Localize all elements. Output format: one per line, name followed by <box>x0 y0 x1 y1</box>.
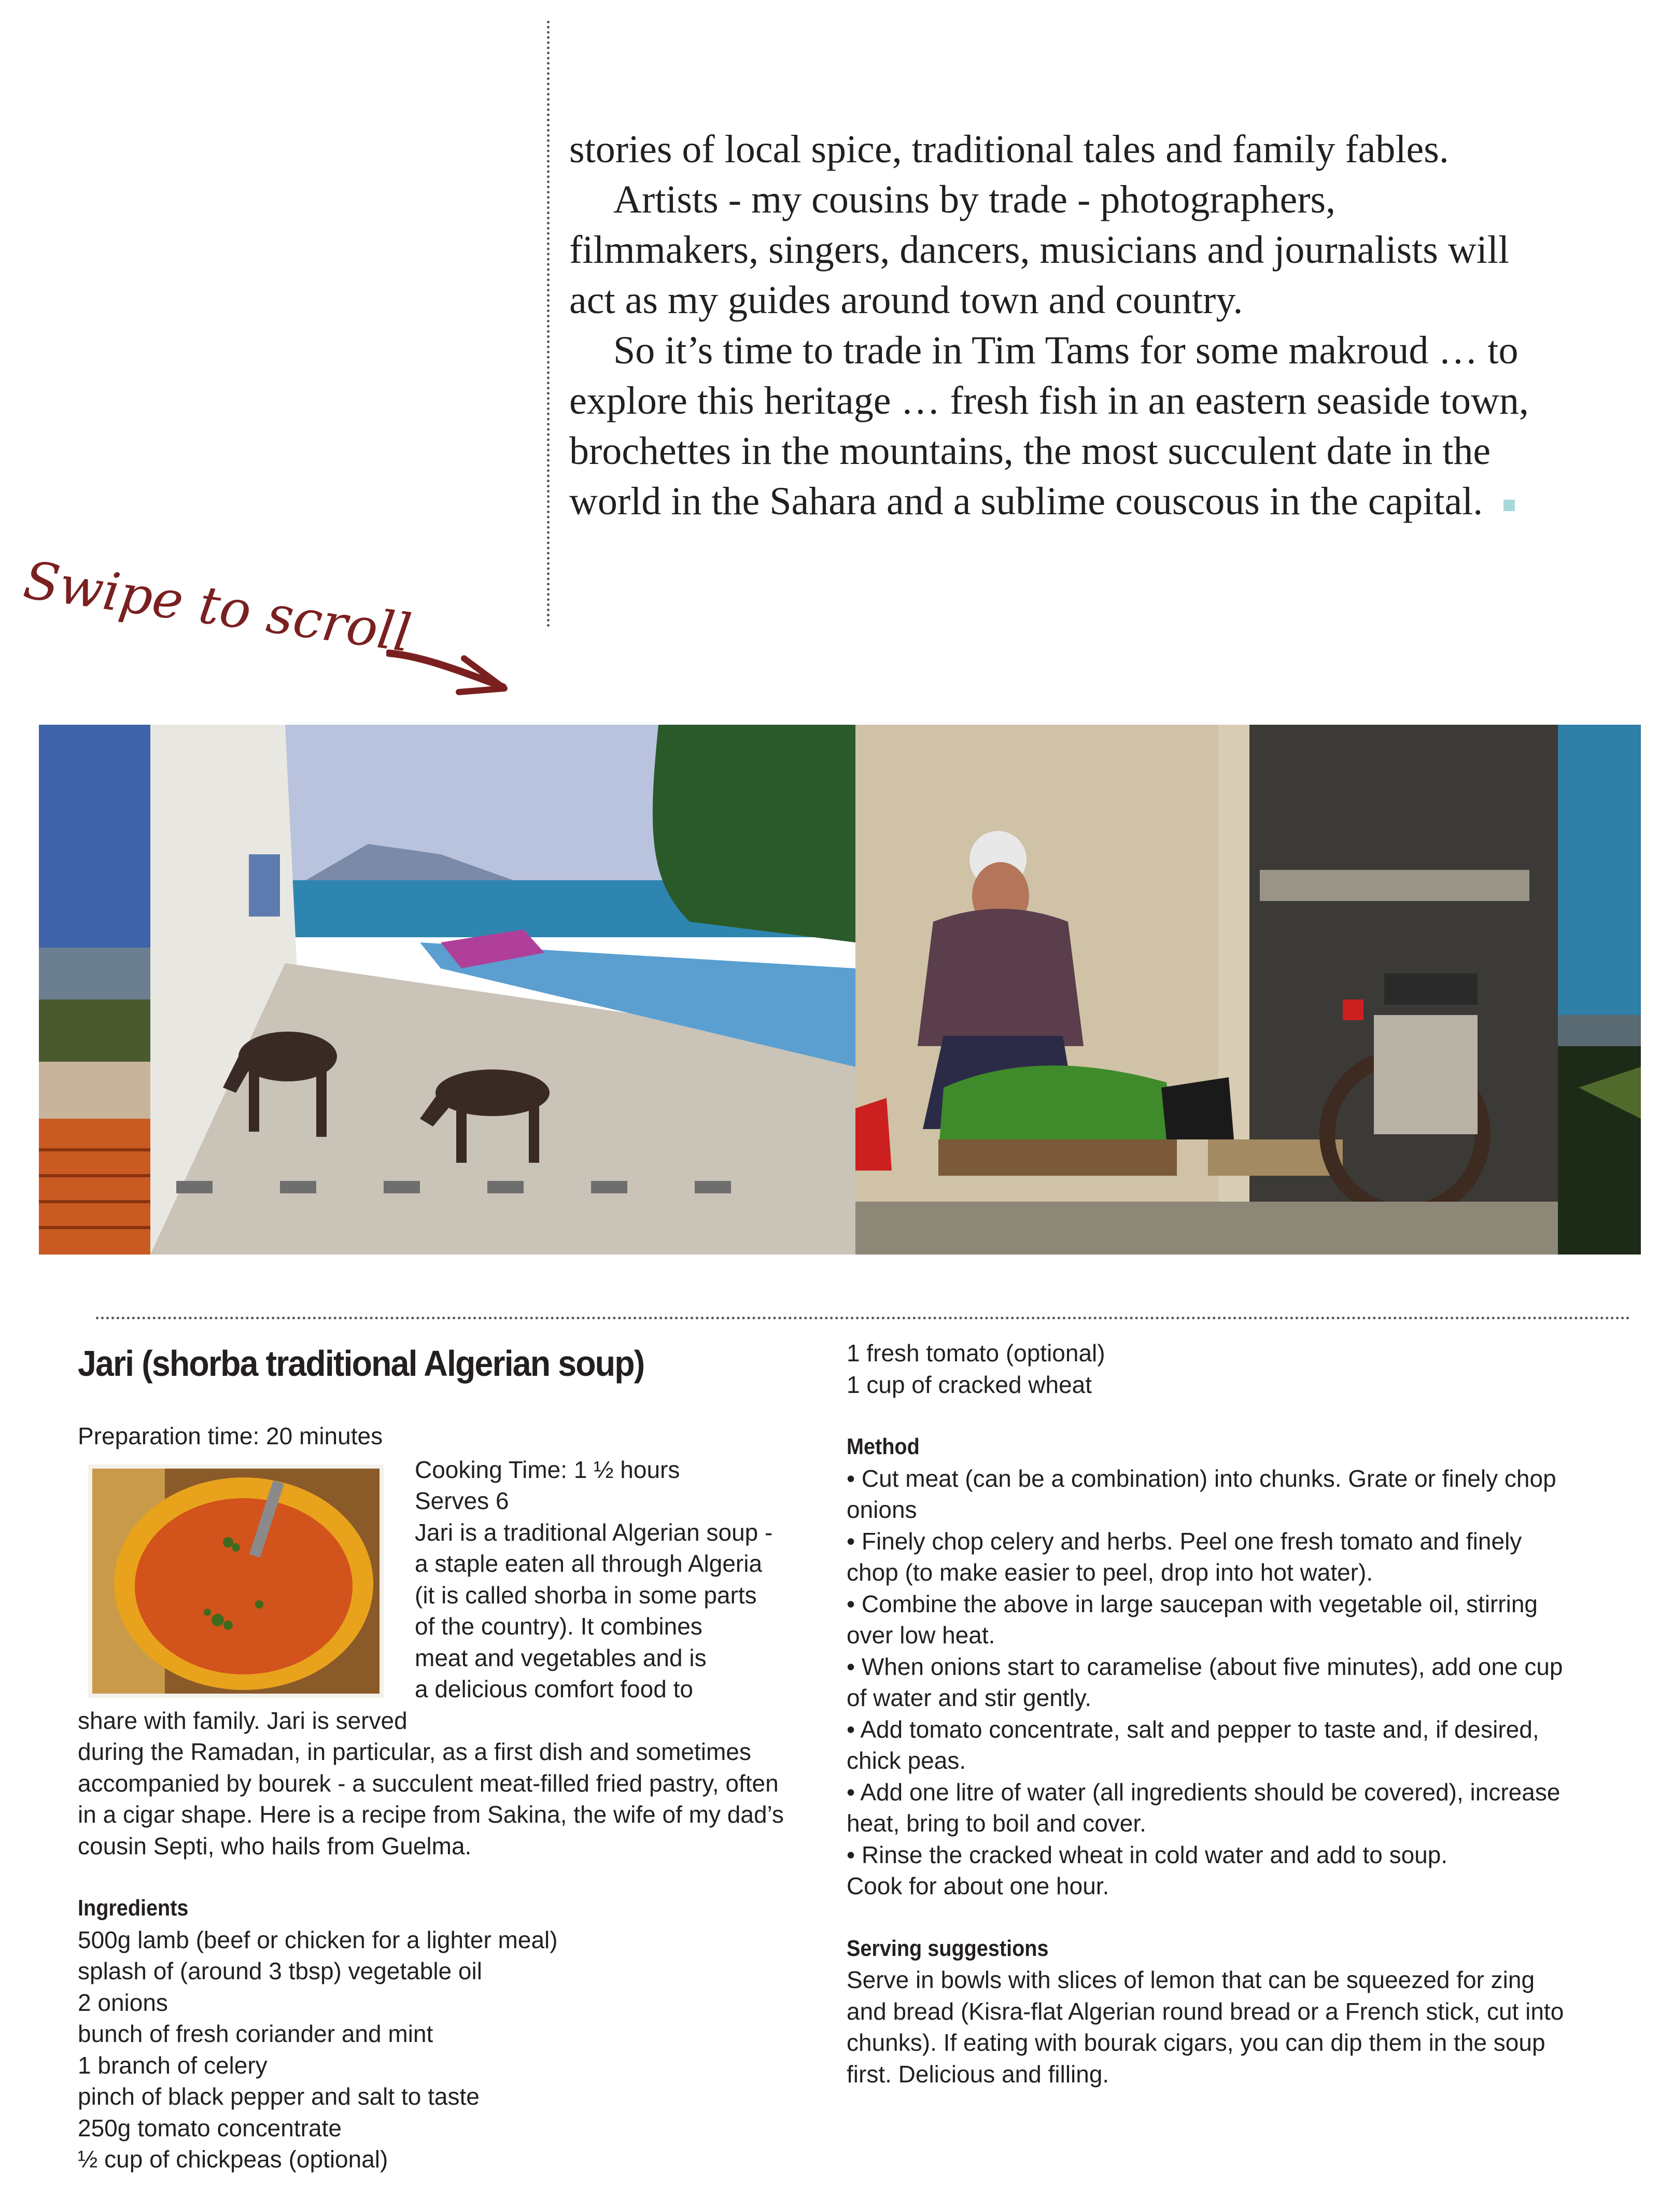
method-line: • Add tomato concentrate, salt and pepper to taste and, if desired, <box>847 1715 1539 1743</box>
essay-line: Artists - my cousins by trade - photographers, <box>613 178 1336 221</box>
method-line: heat, bring to boil and cover. <box>847 1810 1146 1837</box>
intro-line: meat and vegetables and is <box>415 1644 707 1671</box>
intro-line: in a cigar shape. Here is a recipe from Sakina, the wife of my dad’s <box>78 1801 784 1828</box>
essay-line: filmmakers, singers, dancers, musicians and journalists will <box>569 228 1510 272</box>
method-line: Cook for about one hour. <box>847 1872 1109 1899</box>
intro-line: of the country). It combines <box>415 1613 702 1640</box>
method-line: of water and stir gently. <box>847 1684 1092 1711</box>
horizontal-dotted-divider <box>96 1317 1630 1319</box>
photo-carousel[interactable] <box>39 725 1641 1255</box>
essay-line: explore this heritage … fresh fish in an eastern seaside town, <box>569 379 1529 422</box>
ingredient-item: pinch of black pepper and salt to taste <box>78 2083 480 2110</box>
intro-line: a delicious comfort food to <box>415 1675 693 1702</box>
photo-town-rooftops <box>39 725 150 1255</box>
serving-line: and bread (Kisra-flat Algerian round bread or a French stick, cut into <box>847 1997 1564 2025</box>
ingredients-list <box>78 1924 814 2175</box>
prep-time: Preparation time: 20 minutes <box>78 1422 383 1449</box>
ingredient-item: 2 onions <box>78 1989 168 2016</box>
intro-line: Cooking Time: 1 ½ hours <box>415 1456 680 1483</box>
ingredient-item: bunch of fresh coriander and mint <box>78 2020 433 2047</box>
essay-last-line <box>569 476 1606 527</box>
method-line: over low heat. <box>847 1622 995 1649</box>
serving-line: chunks). If eating with bourak cigars, you can dip them in the soup <box>847 2029 1545 2056</box>
photo-palm-edge <box>1558 725 1641 1255</box>
method-line: • Finely chop celery and herbs. Peel one fresh tomato and finely <box>847 1527 1522 1555</box>
arrow-right-icon <box>386 638 511 700</box>
method-line: onions <box>847 1496 917 1523</box>
essay-line: So it’s time to trade in Tim Tams for some makroud … to <box>613 329 1519 372</box>
photo-herb-seller <box>855 725 1558 1255</box>
intro-line: during the Ramadan, in particular, as a first dish and sometimes <box>78 1738 751 1765</box>
essay-text <box>569 124 1606 527</box>
serving-suggestions <box>847 1964 1593 2090</box>
recipe-intro <box>78 1454 814 1862</box>
intro-line: share with family. Jari is served <box>78 1707 407 1734</box>
method-line: chick peas. <box>847 1747 966 1774</box>
ingredient-item: 250g tomato concentrate <box>78 2114 342 2141</box>
essay-line: brochettes in the mountains, the most succulent date in the <box>569 429 1491 473</box>
essay-line: act as my guides around town and country. <box>569 278 1243 322</box>
ingredient-item: 1 cup of cracked wheat <box>847 1371 1092 1398</box>
ingredient-item: splash of (around 3 tbsp) vegetable oil <box>78 1957 482 1984</box>
essay-line: world in the Sahara and a sublime couscous in the capital. <box>569 480 1483 523</box>
serving-line: first. Delicious and filling. <box>847 2060 1109 2088</box>
intro-line: cousin Septi, who hails from Guelma. <box>78 1832 472 1859</box>
intro-line: Serves 6 <box>415 1487 509 1514</box>
method-line: • Rinse the cracked wheat in cold water and add to soup. <box>847 1841 1448 1868</box>
ingredients-heading: Ingredients <box>78 1895 189 1921</box>
recipe-column-right <box>847 1337 1593 2090</box>
essay-line: stories of local spice, traditional tales and family fables. <box>569 128 1449 171</box>
intro-line: Jari is a traditional Algerian soup - <box>415 1518 773 1546</box>
photo-street-donkeys <box>150 725 855 1255</box>
recipe-column-left <box>78 1343 814 2175</box>
ingredient-item: ½ cup of chickpeas (optional) <box>78 2146 388 2173</box>
ingredient-item: 500g lamb (beef or chicken for a lighter meal) <box>78 1926 558 1953</box>
method-line: • When onions start to caramelise (about five minutes), add one cup <box>847 1653 1563 1680</box>
swipe-hint: Swipe to scroll <box>20 550 415 664</box>
method-line: • Add one litre of water (all ingredients should be covered), increase <box>847 1778 1560 1806</box>
serving-line: Serve in bowls with slices of lemon that can be squeezed for zing <box>847 1966 1535 1993</box>
recipe-title: Jari (shorba traditional Algerian soup) <box>78 1343 644 1384</box>
method-line: • Cut meat (can be a combination) into chunks. Grate or finely chop <box>847 1464 1556 1492</box>
intro-line: (it is called shorba in some parts <box>415 1581 757 1609</box>
ingredient-item: 1 fresh tomato (optional) <box>847 1340 1105 1366</box>
intro-line: a staple eaten all through Algeria <box>415 1550 763 1577</box>
ingredient-item: 1 branch of celery <box>78 2051 268 2079</box>
end-mark-icon <box>1503 500 1515 511</box>
soup-photo <box>88 1464 384 1698</box>
method-line: chop (to make easier to peel, drop into hot water). <box>847 1559 1373 1586</box>
vertical-dotted-divider <box>547 21 550 627</box>
serving-heading: Serving suggestions <box>847 1935 1049 1961</box>
intro-line: accompanied by bourek - a succulent meat-filled fried pastry, often <box>78 1769 779 1797</box>
method-line: • Combine the above in large saucepan with vegetable oil, stirring <box>847 1590 1538 1617</box>
method-steps <box>847 1463 1593 1902</box>
method-heading: Method <box>847 1434 920 1459</box>
